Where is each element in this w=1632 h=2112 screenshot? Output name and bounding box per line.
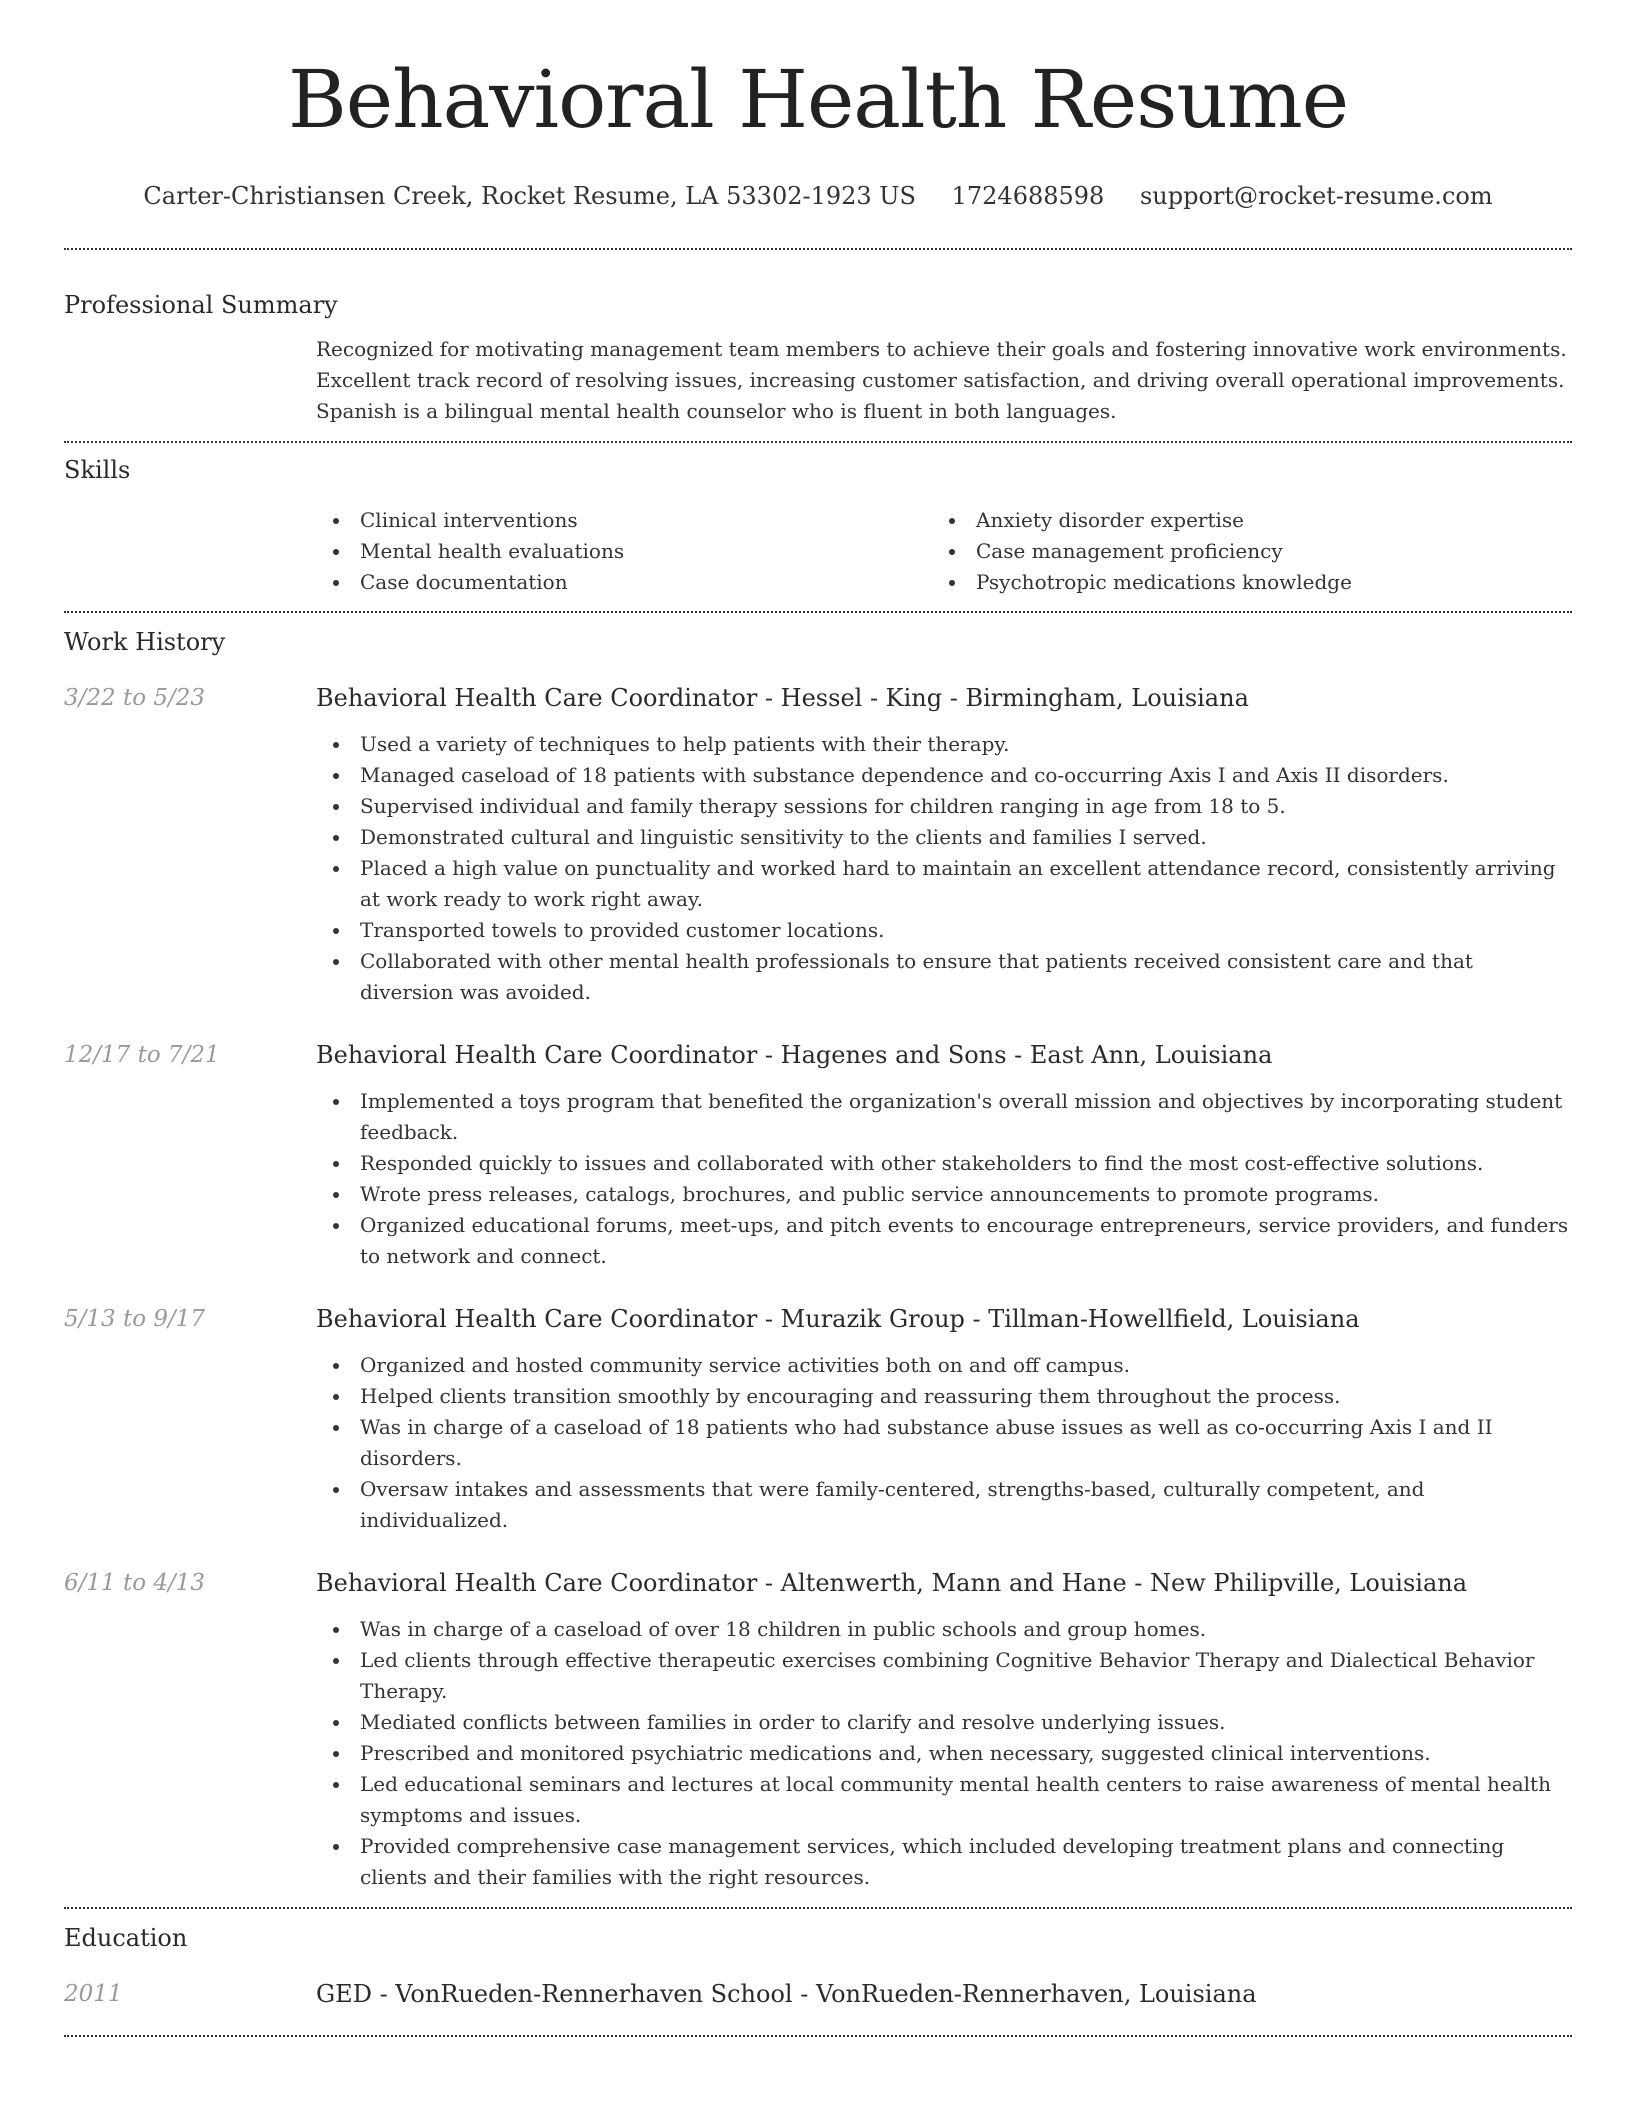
job-bullet: Was in charge of a caseload of over 18 children in public schools and group homes. xyxy=(316,1614,1572,1645)
job-dates: 3/22 to 5/23 xyxy=(64,685,206,711)
education-entry xyxy=(64,1977,1572,2011)
skill-item: Clinical interventions xyxy=(316,505,932,536)
skills-list-right xyxy=(932,505,1548,598)
job-dates: 5/13 to 9/17 xyxy=(64,1306,206,1332)
contact-line xyxy=(64,180,1572,212)
section-education xyxy=(64,1921,1572,2011)
job-bullets xyxy=(316,1350,1572,1536)
section-heading: Education xyxy=(64,1924,188,1952)
job-title: Behavioral Health Care Coordinator - Altenwerth, Mann and Hane - New Philipville, Louisiana xyxy=(316,1569,1468,1597)
job-title: Behavioral Health Care Coordinator - Hagenes and Sons - East Ann, Louisiana xyxy=(316,1041,1273,1069)
job-bullets xyxy=(316,1086,1572,1272)
job-bullet: Organized and hosted community service activities both on and off campus. xyxy=(316,1350,1572,1381)
section-heading: Work History xyxy=(64,628,226,656)
job-bullet: Helped clients transition smoothly by encouraging and reassuring them throughout the process. xyxy=(316,1381,1572,1412)
section-work-history xyxy=(64,625,1572,1893)
contact-email: support@rocket-resume.com xyxy=(1139,182,1493,210)
section-professional-summary xyxy=(64,288,1572,427)
skill-item: Psychotropic medications knowledge xyxy=(932,567,1548,598)
job-bullet: Managed caseload of 18 patients with substance dependence and co-occurring Axis I and Axis II disorders. xyxy=(316,760,1572,791)
job-bullet: Supervised individual and family therapy sessions for children ranging in age from 18 to 5. xyxy=(316,791,1572,822)
job-entry xyxy=(64,681,1572,1008)
section-heading: Professional Summary xyxy=(64,291,338,319)
divider xyxy=(64,1907,1572,1909)
education-dates: 2011 xyxy=(64,1981,123,2007)
job-bullet: Implemented a toys program that benefited the organization's overall mission and objectives by incorporating student feedback. xyxy=(316,1086,1572,1148)
skill-item: Anxiety disorder expertise xyxy=(932,505,1548,536)
education-title: GED - VonRueden-Rennerhaven School - VonRueden-Rennerhaven, Louisiana xyxy=(316,1980,1257,2008)
job-bullet: Responded quickly to issues and collaborated with other stakeholders to find the most cost-effective solutions. xyxy=(316,1148,1572,1179)
divider xyxy=(64,441,1572,443)
job-bullet: Placed a high value on punctuality and worked hard to maintain an excellent attendance record, consistently arriving at work ready to work right away. xyxy=(316,853,1572,915)
job-bullet: Demonstrated cultural and linguistic sensitivity to the clients and families I served. xyxy=(316,822,1572,853)
skill-item: Mental health evaluations xyxy=(316,536,932,567)
job-bullets xyxy=(316,729,1572,1008)
resume-title: Behavioral Health Resume xyxy=(287,53,1349,146)
job-bullet: Led educational seminars and lectures at local community mental health centers to raise awareness of mental health symptoms and issues. xyxy=(316,1769,1572,1831)
resume-page xyxy=(64,0,1572,2037)
job-entry xyxy=(64,1302,1572,1536)
job-bullet: Collaborated with other mental health professionals to ensure that patients received consistent care and that diversion was avoided. xyxy=(316,946,1572,1008)
skills-grid xyxy=(316,505,1572,598)
job-dates: 12/17 to 7/21 xyxy=(64,1042,220,1068)
divider xyxy=(64,248,1572,250)
divider xyxy=(64,611,1572,613)
job-entry xyxy=(64,1038,1572,1272)
job-bullets xyxy=(316,1614,1572,1893)
job-entry xyxy=(64,1566,1572,1893)
section-skills xyxy=(64,453,1572,598)
job-bullet: Was in charge of a caseload of 18 patients who had substance abuse issues as well as co-occurring Axis I and II disorders. xyxy=(316,1412,1572,1474)
job-title: Behavioral Health Care Coordinator - Hessel - King - Birmingham, Louisiana xyxy=(316,684,1249,712)
job-bullet: Used a variety of techniques to help patients with their therapy. xyxy=(316,729,1572,760)
job-bullet: Mediated conflicts between families in order to clarify and resolve underlying issues. xyxy=(316,1707,1572,1738)
job-bullet: Wrote press releases, catalogs, brochures, and public service announcements to promote programs. xyxy=(316,1179,1572,1210)
skill-item: Case documentation xyxy=(316,567,932,598)
summary-text: Recognized for motivating management team members to achieve their goals and fostering innovative work environments. Excellent track record of resolving issues, increasing customer satisfaction, and driving overall operational improvements. Spanish is a bilingual mental health counselor who is fluent in both languages. xyxy=(316,337,1567,423)
job-bullet: Prescribed and monitored psychiatric medications and, when necessary, suggested clinical interventions. xyxy=(316,1738,1572,1769)
contact-phone: 1724688598 xyxy=(951,182,1105,210)
job-bullet: Led clients through effective therapeutic exercises combining Cognitive Behavior Therapy and Dialectical Behavior Therapy. xyxy=(316,1645,1572,1707)
contact-address: Carter-Christiansen Creek, Rocket Resume, LA 53302-1923 US xyxy=(143,182,916,210)
job-bullet: Oversaw intakes and assessments that were family-centered, strengths-based, culturally competent, and individualized. xyxy=(316,1474,1572,1536)
job-dates: 6/11 to 4/13 xyxy=(64,1570,206,1596)
job-bullet: Organized educational forums, meet-ups, and pitch events to encourage entrepreneurs, service providers, and funders to network and connect. xyxy=(316,1210,1572,1272)
section-heading: Skills xyxy=(64,456,131,484)
job-bullet: Transported towels to provided customer locations. xyxy=(316,915,1572,946)
skills-list-left xyxy=(316,505,932,598)
divider xyxy=(64,2035,1572,2037)
skill-item: Case management proficiency xyxy=(932,536,1548,567)
job-title: Behavioral Health Care Coordinator - Murazik Group - Tillman-Howellfield, Louisiana xyxy=(316,1305,1360,1333)
job-bullet: Provided comprehensive case management services, which included developing treatment plans and connecting clients and their families with the right resources. xyxy=(316,1831,1572,1893)
